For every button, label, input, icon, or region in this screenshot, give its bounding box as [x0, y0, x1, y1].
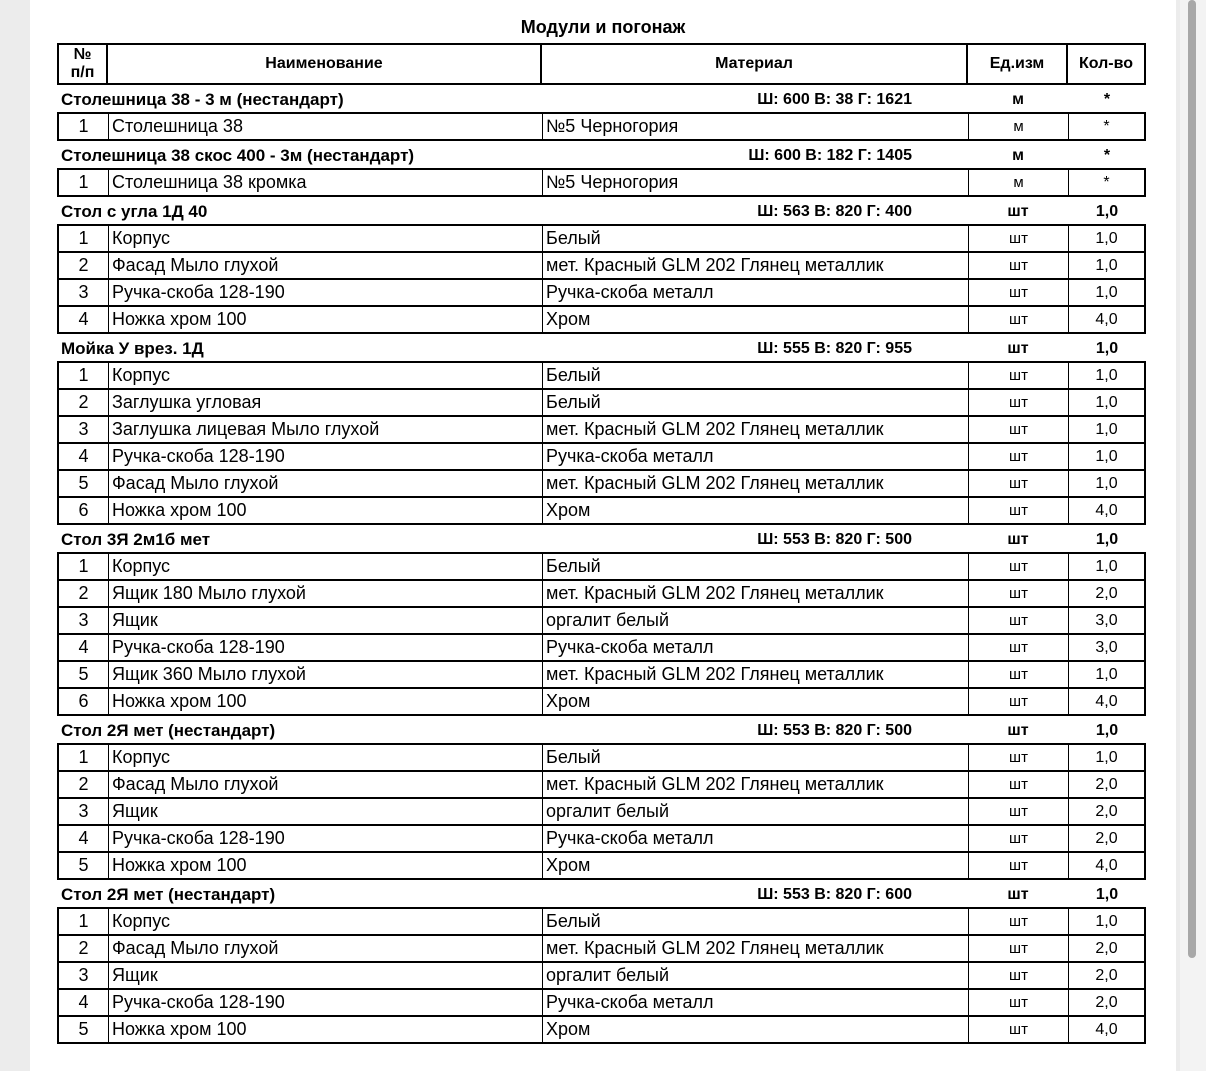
row-name: Ящик 360 Мыло глухой — [108, 662, 542, 689]
column-header-unit: Ед.изм — [968, 43, 1068, 85]
row-name: Ящик — [108, 963, 542, 990]
group-unit: шт — [1007, 340, 1029, 357]
row-quantity: 1,0 — [1068, 224, 1146, 253]
table-row — [57, 168, 1146, 197]
group-name: Стол 3Я 2м1б мет — [61, 530, 211, 549]
row-name: Заглушка угловая — [108, 390, 542, 417]
row-quantity: 2,0 — [1068, 936, 1146, 963]
scrollbar-thumb[interactable] — [1188, 0, 1196, 958]
row-number: 6 — [57, 498, 108, 525]
row-material: Ручка-скоба металл — [542, 280, 968, 307]
row-number: 4 — [57, 826, 108, 853]
row-unit: шт — [968, 853, 1068, 880]
column-header-material: Материал — [542, 43, 968, 85]
row-material: Белый — [542, 390, 968, 417]
row-number: 4 — [57, 307, 108, 334]
row-unit: шт — [968, 963, 1068, 990]
row-name: Ящик 180 Мыло глухой — [108, 581, 542, 608]
row-quantity: 2,0 — [1068, 990, 1146, 1017]
row-unit: шт — [968, 471, 1068, 498]
group-dimensions: Ш: 553 В: 820 Г: 500 — [757, 531, 912, 548]
row-unit: шт — [968, 936, 1068, 963]
row-name: Ножка хром 100 — [108, 1017, 542, 1044]
row-quantity: 2,0 — [1068, 772, 1146, 799]
row-name: Корпус — [108, 552, 542, 581]
document-title: Модули и погонаж — [520, 17, 686, 37]
row-material: Ручка-скоба металл — [542, 635, 968, 662]
row-number: 3 — [57, 608, 108, 635]
row-material: Хром — [542, 307, 968, 334]
row-quantity: 4,0 — [1068, 1017, 1146, 1044]
group-name: Стол с угла 1Д 40 — [61, 202, 208, 221]
table-row — [57, 417, 1146, 444]
table-row — [57, 936, 1146, 963]
row-material: Хром — [542, 1017, 968, 1044]
row-quantity: 1,0 — [1068, 390, 1146, 417]
row-quantity: 1,0 — [1068, 471, 1146, 498]
row-name: Заглушка лицевая Мыло глухой — [108, 417, 542, 444]
row-material: мет. Красный GLM 202 Глянец металлик — [542, 471, 968, 498]
group-quantity: 1,0 — [1095, 340, 1119, 357]
group-quantity: 1,0 — [1095, 203, 1119, 220]
row-quantity: 1,0 — [1068, 253, 1146, 280]
row-quantity: 4,0 — [1068, 689, 1146, 716]
row-quantity: 1,0 — [1068, 907, 1146, 936]
row-unit: шт — [968, 390, 1068, 417]
row-number: 4 — [57, 990, 108, 1017]
row-material: №5 Черногория — [542, 112, 968, 141]
row-quantity: 1,0 — [1068, 417, 1146, 444]
row-material: Ручка-скоба металл — [542, 444, 968, 471]
row-name: Фасад Мыло глухой — [108, 772, 542, 799]
row-number: 1 — [57, 907, 108, 936]
group-header-row — [57, 197, 1146, 224]
row-unit: шт — [968, 552, 1068, 581]
table-row — [57, 826, 1146, 853]
table-row — [57, 444, 1146, 471]
table-row — [57, 635, 1146, 662]
group-name: Мойка У врез. 1Д — [61, 339, 204, 358]
row-name: Ручка-скоба 128-190 — [108, 280, 542, 307]
row-unit: шт — [968, 280, 1068, 307]
row-quantity: 2,0 — [1068, 963, 1146, 990]
table-row — [57, 799, 1146, 826]
group-quantity: * — [1103, 91, 1111, 108]
table-row — [57, 963, 1146, 990]
group-unit: шт — [1007, 886, 1029, 903]
row-material: Белый — [542, 361, 968, 390]
row-quantity: * — [1068, 168, 1146, 197]
row-number: 1 — [57, 112, 108, 141]
row-name: Корпус — [108, 361, 542, 390]
table-row — [57, 224, 1146, 253]
table-row — [57, 390, 1146, 417]
row-material: мет. Красный GLM 202 Глянец металлик — [542, 581, 968, 608]
row-unit: шт — [968, 635, 1068, 662]
modules-table — [57, 43, 1146, 1044]
row-name: Ножка хром 100 — [108, 498, 542, 525]
row-number: 1 — [57, 743, 108, 772]
row-material: Белый — [542, 552, 968, 581]
row-material: оргалит белый — [542, 963, 968, 990]
row-unit: шт — [968, 498, 1068, 525]
row-quantity: 2,0 — [1068, 799, 1146, 826]
row-unit: шт — [968, 772, 1068, 799]
row-material: Хром — [542, 853, 968, 880]
row-name: Корпус — [108, 743, 542, 772]
row-number: 6 — [57, 689, 108, 716]
row-unit: шт — [968, 990, 1068, 1017]
row-unit: шт — [968, 224, 1068, 253]
table-row — [57, 907, 1146, 936]
table-row — [57, 552, 1146, 581]
row-quantity: 1,0 — [1068, 444, 1146, 471]
row-unit: шт — [968, 417, 1068, 444]
table-row — [57, 1017, 1146, 1044]
group-quantity: * — [1103, 147, 1111, 164]
row-material: Белый — [542, 224, 968, 253]
row-quantity: 4,0 — [1068, 307, 1146, 334]
row-name: Фасад Мыло глухой — [108, 253, 542, 280]
group-unit: м — [1012, 147, 1024, 164]
group-dimensions: Ш: 600 В: 182 Г: 1405 — [748, 147, 912, 164]
column-header-name: Наименование — [108, 43, 542, 85]
row-material: оргалит белый — [542, 608, 968, 635]
group-dimensions: Ш: 555 В: 820 Г: 955 — [757, 340, 912, 357]
row-number: 1 — [57, 552, 108, 581]
group-quantity: 1,0 — [1095, 722, 1119, 739]
row-number: 3 — [57, 963, 108, 990]
group-quantity: 1,0 — [1095, 886, 1119, 903]
row-quantity: 4,0 — [1068, 498, 1146, 525]
row-unit: шт — [968, 1017, 1068, 1044]
group-dimensions: Ш: 553 В: 820 Г: 500 — [757, 722, 912, 739]
table-row — [57, 471, 1146, 498]
row-material: мет. Красный GLM 202 Глянец металлик — [542, 417, 968, 444]
row-quantity: 2,0 — [1068, 581, 1146, 608]
group-name: Стол 2Я мет (нестандарт) — [61, 721, 276, 740]
group-dimensions: Ш: 563 В: 820 Г: 400 — [757, 203, 912, 220]
table-row — [57, 990, 1146, 1017]
row-unit: шт — [968, 689, 1068, 716]
group-unit: м — [1012, 91, 1024, 108]
row-quantity: 1,0 — [1068, 280, 1146, 307]
row-name: Ручка-скоба 128-190 — [108, 444, 542, 471]
row-quantity: 3,0 — [1068, 608, 1146, 635]
row-unit: шт — [968, 799, 1068, 826]
group-unit: шт — [1007, 531, 1029, 548]
row-name: Ножка хром 100 — [108, 689, 542, 716]
row-number: 2 — [57, 390, 108, 417]
row-name: Столешница 38 — [108, 112, 542, 141]
row-name: Ящик — [108, 608, 542, 635]
row-unit: шт — [968, 361, 1068, 390]
row-name: Фасад Мыло глухой — [108, 471, 542, 498]
table-header-row — [57, 43, 1146, 85]
group-name: Столешница 38 скос 400 - 3м (нестандарт) — [61, 146, 415, 165]
table-row — [57, 662, 1146, 689]
column-header-number — [57, 43, 108, 85]
row-name: Ножка хром 100 — [108, 307, 542, 334]
row-number: 3 — [57, 280, 108, 307]
row-name: Столешница 38 кромка — [108, 168, 542, 197]
table-row — [57, 307, 1146, 334]
row-unit: шт — [968, 307, 1068, 334]
row-material: №5 Черногория — [542, 168, 968, 197]
group-unit: шт — [1007, 203, 1029, 220]
table-row — [57, 361, 1146, 390]
row-unit: шт — [968, 907, 1068, 936]
row-material: Ручка-скоба металл — [542, 990, 968, 1017]
row-quantity: 4,0 — [1068, 853, 1146, 880]
row-material: Хром — [542, 689, 968, 716]
row-material: мет. Красный GLM 202 Глянец металлик — [542, 936, 968, 963]
row-name: Корпус — [108, 907, 542, 936]
row-quantity: 2,0 — [1068, 826, 1146, 853]
table-row — [57, 253, 1146, 280]
row-number: 5 — [57, 853, 108, 880]
table-row — [57, 112, 1146, 141]
row-quantity: 1,0 — [1068, 743, 1146, 772]
row-unit: м — [968, 168, 1068, 197]
row-material: мет. Красный GLM 202 Глянец металлик — [542, 253, 968, 280]
row-number: 2 — [57, 253, 108, 280]
row-number: 3 — [57, 799, 108, 826]
row-quantity: 3,0 — [1068, 635, 1146, 662]
table-body — [57, 85, 1146, 1044]
row-material: Хром — [542, 498, 968, 525]
table-row — [57, 581, 1146, 608]
table-row — [57, 743, 1146, 772]
group-name: Столешница 38 - 3 м (нестандарт) — [61, 90, 344, 109]
number-header-top: № — [73, 46, 92, 63]
row-number: 5 — [57, 662, 108, 689]
row-number: 1 — [57, 224, 108, 253]
document-page — [30, 0, 1176, 1071]
row-name: Фасад Мыло глухой — [108, 936, 542, 963]
number-header-bottom: п/п — [70, 64, 95, 81]
row-material: оргалит белый — [542, 799, 968, 826]
row-material: Ручка-скоба металл — [542, 826, 968, 853]
row-material: мет. Красный GLM 202 Глянец металлик — [542, 772, 968, 799]
table-row — [57, 608, 1146, 635]
group-header-row — [57, 525, 1146, 552]
row-number: 1 — [57, 361, 108, 390]
row-material: Белый — [542, 743, 968, 772]
row-unit: шт — [968, 608, 1068, 635]
group-header-row — [57, 716, 1146, 743]
row-number: 4 — [57, 635, 108, 662]
group-header-row — [57, 334, 1146, 361]
row-number: 1 — [57, 168, 108, 197]
row-name: Ножка хром 100 — [108, 853, 542, 880]
row-unit: шт — [968, 581, 1068, 608]
row-number: 2 — [57, 772, 108, 799]
table-row — [57, 689, 1146, 716]
row-number: 2 — [57, 936, 108, 963]
row-quantity: 1,0 — [1068, 361, 1146, 390]
row-quantity: 1,0 — [1068, 552, 1146, 581]
row-unit: шт — [968, 662, 1068, 689]
row-number: 4 — [57, 444, 108, 471]
group-dimensions: Ш: 553 В: 820 Г: 600 — [757, 886, 912, 903]
row-number: 2 — [57, 581, 108, 608]
row-name: Корпус — [108, 224, 542, 253]
row-name: Ручка-скоба 128-190 — [108, 990, 542, 1017]
group-dimensions: Ш: 600 В: 38 Г: 1621 — [757, 91, 912, 108]
row-unit: шт — [968, 444, 1068, 471]
column-header-qty: Кол-во — [1068, 43, 1146, 85]
row-quantity: * — [1068, 112, 1146, 141]
row-name: Ручка-скоба 128-190 — [108, 635, 542, 662]
row-unit: м — [968, 112, 1068, 141]
table-row — [57, 280, 1146, 307]
row-unit: шт — [968, 253, 1068, 280]
row-material: мет. Красный GLM 202 Глянец металлик — [542, 662, 968, 689]
row-unit: шт — [968, 826, 1068, 853]
row-quantity: 1,0 — [1068, 662, 1146, 689]
group-header-row — [57, 880, 1146, 907]
row-number: 5 — [57, 471, 108, 498]
table-row — [57, 853, 1146, 880]
group-header-row — [57, 85, 1146, 112]
group-unit: шт — [1007, 722, 1029, 739]
group-quantity: 1,0 — [1095, 531, 1119, 548]
row-number: 3 — [57, 417, 108, 444]
row-name: Ящик — [108, 799, 542, 826]
group-name: Стол 2Я мет (нестандарт) — [61, 885, 276, 904]
row-name: Ручка-скоба 128-190 — [108, 826, 542, 853]
row-unit: шт — [968, 743, 1068, 772]
table-row — [57, 772, 1146, 799]
table-row — [57, 498, 1146, 525]
row-material: Белый — [542, 907, 968, 936]
group-header-row — [57, 141, 1146, 168]
row-number: 5 — [57, 1017, 108, 1044]
